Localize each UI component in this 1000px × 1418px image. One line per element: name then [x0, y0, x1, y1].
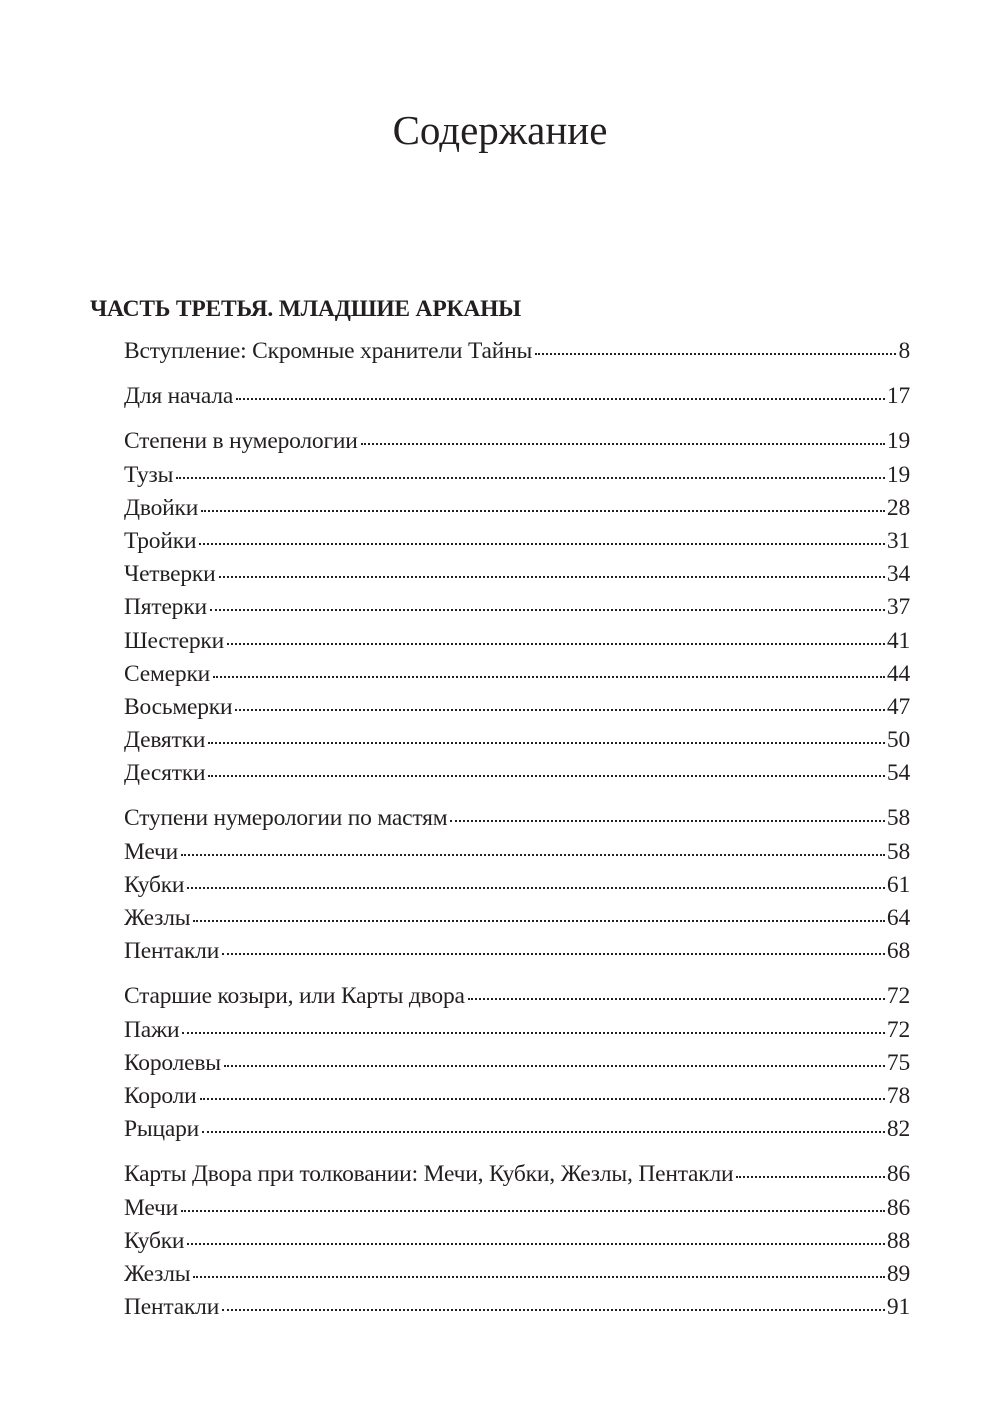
dot-leader	[236, 396, 885, 400]
toc-entry[interactable]	[124, 1047, 910, 1080]
dot-leader	[208, 740, 885, 744]
toc-entry[interactable]	[124, 724, 910, 757]
dot-leader	[224, 1063, 885, 1067]
dot-leader	[187, 885, 885, 889]
toc-entry-title: Четверки	[124, 561, 216, 588]
toc-entry[interactable]	[124, 1291, 910, 1324]
toc-entry-title: Карты Двора при толковании: Мечи, Кубки, Жезлы, Пентакли	[124, 1161, 734, 1188]
toc-entry-page-number: 58	[886, 838, 910, 865]
toc-entry-page-number: 28	[886, 494, 910, 521]
toc-entry-title: Пентакли	[124, 1294, 220, 1321]
toc-entry-title: Пятерки	[124, 594, 207, 621]
toc-entry-title: Мечи	[124, 1194, 179, 1221]
toc-entry[interactable]	[124, 1080, 910, 1113]
toc-entry-title: Кубки	[124, 1227, 185, 1254]
dot-leader	[535, 351, 896, 355]
toc-entry-title: Тузы	[124, 461, 174, 488]
toc-entry-page-number: 61	[886, 871, 910, 898]
toc-entry-page-number: 47	[886, 693, 910, 720]
toc-entry-page-number: 89	[886, 1260, 910, 1287]
toc-entry[interactable]	[124, 802, 910, 835]
dot-leader	[210, 607, 885, 611]
dot-leader	[219, 574, 885, 578]
dot-leader	[736, 1174, 884, 1178]
dot-leader	[201, 508, 885, 512]
toc-entry-page-number: 72	[886, 1016, 910, 1043]
toc-entry-page-number: 17	[886, 383, 910, 410]
page-title: Содержание	[392, 107, 608, 153]
toc-entry-page-number: 75	[886, 1049, 910, 1076]
toc-group	[124, 1158, 910, 1324]
toc-entry[interactable]	[124, 1158, 910, 1191]
toc-entry-page-number: 54	[886, 760, 910, 787]
toc-entry[interactable]	[124, 425, 910, 458]
toc-entry-page-number: 88	[886, 1227, 910, 1254]
table-of-contents	[124, 335, 910, 1336]
toc-entry[interactable]	[124, 492, 910, 525]
toc-group	[124, 980, 910, 1146]
toc-entry-title: Десятки	[124, 760, 206, 787]
toc-entry-title: Девятки	[124, 727, 206, 754]
toc-entry-page-number: 50	[886, 727, 910, 754]
toc-entry-title: Пентакли	[124, 938, 220, 965]
part-heading: ЧАСТЬ ТРЕТЬЯ. МЛАДШИЕ АРКАНЫ	[90, 296, 522, 322]
toc-entry-title: Ступени нумерологии по мастям	[124, 805, 448, 832]
toc-entry-title: Восьмерки	[124, 693, 233, 720]
toc-group	[124, 380, 910, 413]
toc-entry-title: Рыцари	[124, 1116, 199, 1143]
dot-leader	[213, 674, 885, 678]
dot-leader	[222, 951, 885, 955]
toc-entry[interactable]	[124, 558, 910, 591]
toc-entry[interactable]	[124, 1225, 910, 1258]
toc-entry-page-number: 72	[886, 983, 910, 1010]
toc-entry-title: Жезлы	[124, 1260, 191, 1287]
toc-entry-title: Старшие козыри, или Карты двора	[124, 983, 465, 1010]
toc-entry-title: Для начала	[124, 383, 234, 410]
toc-group	[124, 335, 910, 368]
dot-leader	[193, 918, 885, 922]
dot-leader	[227, 641, 885, 645]
toc-entry-title: Двойки	[124, 494, 199, 521]
toc-entry-page-number: 19	[886, 461, 910, 488]
toc-entry[interactable]	[124, 980, 910, 1013]
toc-entry[interactable]	[124, 902, 910, 935]
toc-entry-title: Пажи	[124, 1016, 180, 1043]
toc-entry-page-number: 58	[886, 805, 910, 832]
toc-entry-title: Королевы	[124, 1049, 221, 1076]
toc-entry-title: Жезлы	[124, 905, 191, 931]
toc-entry-page-number: 91	[886, 1294, 910, 1321]
dot-leader	[193, 1274, 885, 1278]
toc-entry[interactable]	[124, 869, 910, 902]
toc-entry-page-number: 41	[886, 627, 910, 654]
toc-entry-page-number: 86	[886, 1194, 910, 1221]
toc-entry[interactable]	[124, 691, 910, 724]
toc-entry-title: Шестерки	[124, 627, 224, 654]
toc-entry-title: Семерки	[124, 660, 211, 687]
toc-entry[interactable]	[124, 836, 910, 869]
dot-leader	[202, 1129, 885, 1133]
toc-entry[interactable]	[124, 380, 910, 413]
toc-entry-page-number: 19	[886, 428, 910, 455]
dot-leader	[450, 818, 885, 822]
toc-entry[interactable]	[124, 335, 910, 368]
dot-leader	[199, 541, 885, 545]
dot-leader	[181, 1208, 885, 1212]
toc-entry-title: Короли	[124, 1082, 197, 1109]
toc-entry[interactable]	[124, 935, 910, 968]
toc-entry[interactable]	[124, 1192, 910, 1225]
toc-entry-title: Вступление: Скромные хранители Тайны	[124, 338, 533, 364]
toc-group	[124, 425, 910, 790]
toc-entry[interactable]	[124, 625, 910, 658]
toc-entry-page-number: 68	[886, 938, 910, 965]
toc-entry[interactable]	[124, 459, 910, 492]
toc-entry-page-number: 86	[886, 1161, 910, 1188]
toc-entry[interactable]	[124, 1014, 910, 1047]
toc-entry[interactable]	[124, 757, 910, 790]
toc-entry-page-number: 37	[886, 594, 910, 621]
toc-entry[interactable]	[124, 658, 910, 691]
dot-leader	[182, 1030, 884, 1034]
toc-entry-page-number: 44	[886, 660, 910, 687]
toc-entry[interactable]	[124, 1258, 910, 1291]
toc-entry[interactable]	[124, 591, 910, 624]
toc-entry[interactable]	[124, 1113, 910, 1146]
dot-leader	[200, 1096, 885, 1100]
toc-group	[124, 802, 910, 968]
toc-entry-title: Кубки	[124, 871, 185, 898]
toc-entry-page-number: 34	[886, 561, 910, 588]
dot-leader	[222, 1307, 885, 1311]
dot-leader	[187, 1241, 885, 1245]
toc-entry-title: Мечи	[124, 838, 179, 865]
dot-leader	[361, 441, 885, 445]
toc-entry-page-number: 82	[886, 1116, 910, 1143]
dot-leader	[176, 475, 885, 479]
toc-entry-page-number: 64	[886, 905, 910, 931]
dot-leader	[208, 773, 884, 777]
toc-entry-page-number: 31	[886, 527, 910, 554]
dot-leader	[181, 852, 885, 856]
toc-entry[interactable]	[124, 525, 910, 558]
toc-entry-title: Степени в нумерологии	[124, 428, 358, 455]
toc-entry-page-number: 8	[898, 338, 910, 364]
dot-leader	[235, 707, 884, 711]
dot-leader	[468, 996, 885, 1000]
toc-entry-title: Тройки	[124, 527, 197, 554]
toc-entry-page-number: 78	[886, 1082, 910, 1109]
